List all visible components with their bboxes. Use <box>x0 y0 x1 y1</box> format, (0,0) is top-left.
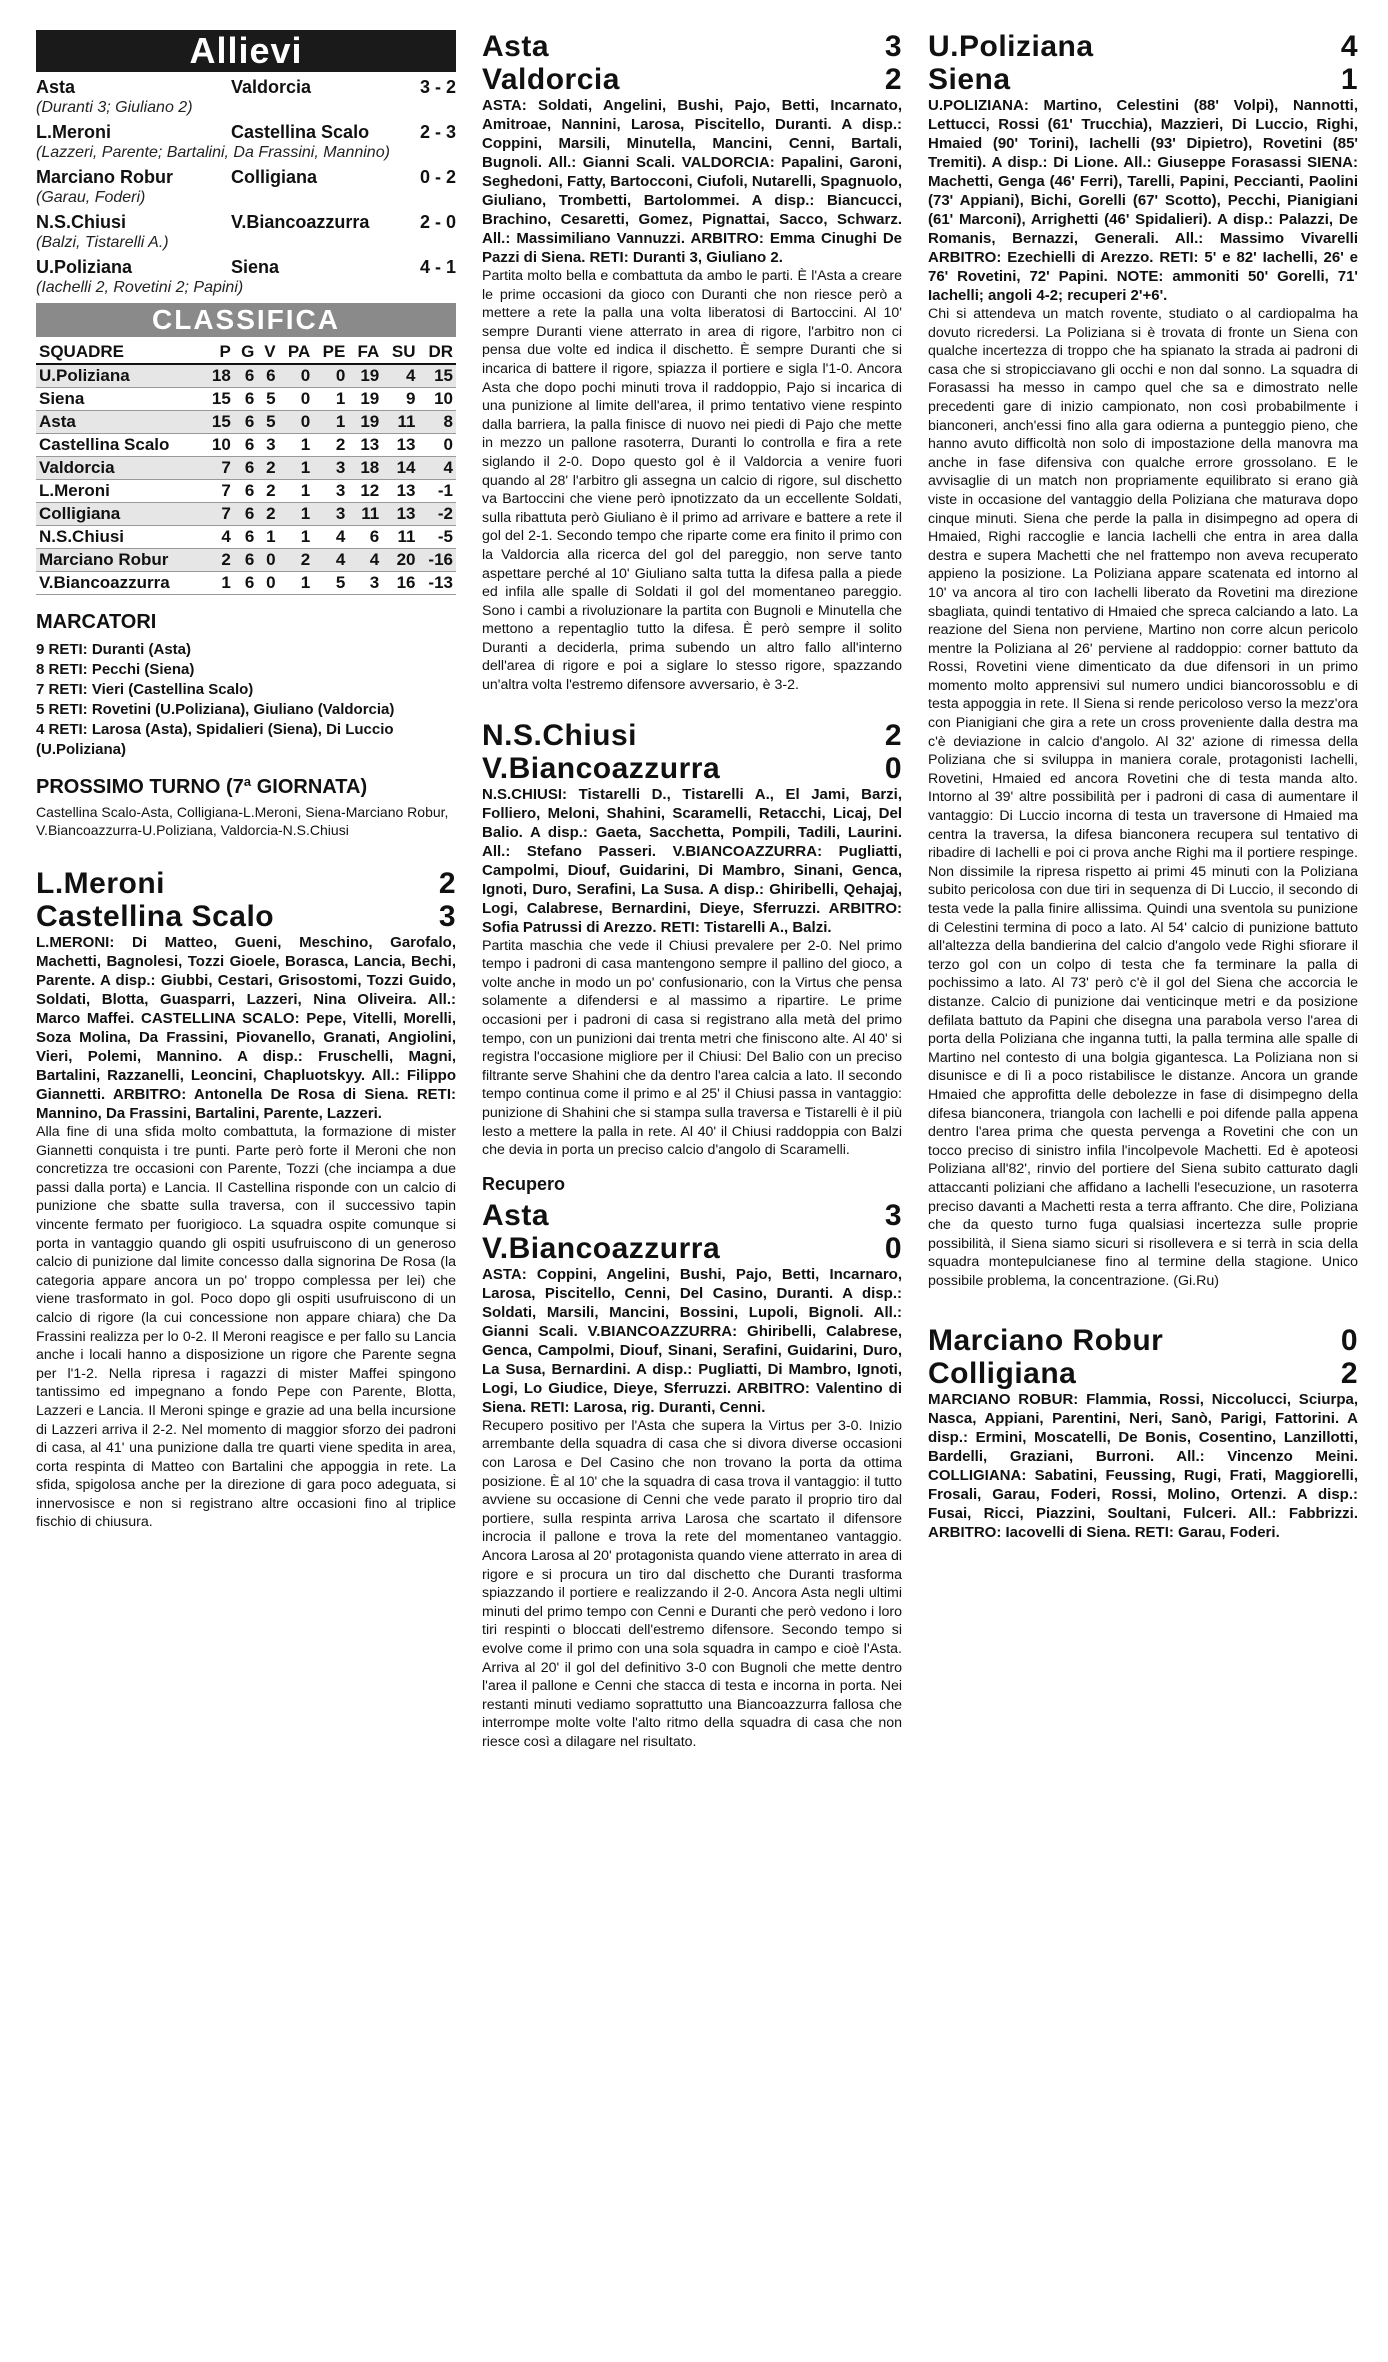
match-report: Chi si attendeva un match rovente, studiato o al cardiopalma ha dovuto ricredersi. La Poliziana si è trovata di fronte un Siena con qualche incertezza di troppo che ha spianato la strada ai padroni di casa che si stropicciavano gli occhi e non dal sonno. La squadra di Forasassi ha messo in campo quel che sa e dimostrato nelle precedenti gare di inizio campionato, non così probabilmente i bianconeri, anch'essi fino alla gara odierna a punteggio pieno, che hanno avuto difficoltà non solo di impostazione della manovra ma anche in fase difensiva con qualche errore grossolano. E le avvisaglie di un match non propriamente equilibrato si erano già viste in occasione del vantaggio della Poliziana che maturava dopo cinque minuti. Siena che perde la palla in disimpegno ad opera di Hmaied, Righi raccoglie e lancia Iachelli che entra in area dalla destra e supera Machetti che nel frattempo non aveva recuperato appieno la posizione. La Poliziana appare scatenata ed intorno al 10' va ancora al tiro con Iachelli liberato da Rovetini ma direzione sbagliata, quindi tentativo di Hmaied che spreca calciando a lato. La reazione del Siena non perviene, Martino non corre alcun pericolo mentre la Poliziana al 26' perviene al raddoppio: corner battuto da Rossi, Rovetini viene dimenticato da due difensori in un primo momento molto apprensivi sul numero undici biancorossoblu e di testa appoggia in rete. Il Siena si rende pericoloso verso la mezz'ora con Pianigiani che gira a rete un cross proveniente dalla destra ma c'è deviazione in calcio d'angolo. Al 32' azione di rimessa della Poliziana che si sviluppa in maniera corale, protagonisti Iachelli, Rovetini, Hmaied ed ancora Rovetini che di testa manda alto. Intorno al 39' altre possibilità per i padroni di casa di aumentare il vantaggio: Di Luccio incorna di testa un traversone di Hmaied ma centra la traversa, la difesa bianconera recupera sul tentativo di ribadire di Iachelli e poi ci prova anche Righi ma il portiere respinge. Non dissimile la ripresa rispetto ai primi 45 minuti con la Poliziana subito pericolosa con due tiri in sequenza di Di Luccio, il secondo di testa vede la palla finire allissima. Quindi una sventola su punizione di Celestini termina di poco a lato. Al 54' calcio di punizione battuto all'altezza della bandierina del calcio d'angolo vede Righi sfiorare il terzo gol con un colpo di testa che fa terminare la palla di pochissimo a lato. Al 73' però c'è il gol del Siena che accorcia le distanze. Calcio di punizione dai venticinque metri e da posizione defilata battuto da Papini che disegna una parabola verso l'area di porta della Poliziana che inganna tutti, la palla termina alle spalle di Martino nel contesto di una bolgia gigantesca. La Poliziana non si disunisce e di lì a poco ristabilisce le distanze. Ancora un grande Hmaied che approfitta delle debolezze in fase di disimpegno della difesa bianconera, triangola con Iachelli e poi difende palla appena dentro l'area prima che questa pervenga a Rovetini che con un tocco preciso di sinistro infila l'incolpevole Machetti. Ed è apoteosi Poliziana all'82', rinvio del portiere del Siena subito catturato dagli attaccanti poliziani che affidano a Iachelli l'esecuzione, un rasoterra preciso davanti a Machetti resta a terra affranto. Che dire, Poliziana che da questo turno fuga qualsiasi incertezza sulle proprie possibilità, il Siena siamo sicuri si risollevera e si terrà in scia della squadra montepulcianese fino al termine della stagione. Unico possibile problema, la concentrazione. (Gi.Ru) <box>928 306 1358 1289</box>
stat-cell: 0 <box>257 572 278 595</box>
match-chiusi <box>482 719 902 1160</box>
match-lineup: U.POLIZIANA: Martino, Celestini (88' Volpi), Nannotti, Lettucci, Rossi (61' Trucchia), Mazzieri, Di Luccio, Righi, Hmaied (90' Torini), Iachelli (93' Dipietro), Rovetini (85' Tremiti). A disp.: Di Lione. All.: Giuseppe Forasassi SIENA: Machetti, Genga (46' Ferri), Tarelli, Papini, Peccianti, Paolini (73' Appiani), Bichi, Gorelli (67' Scotto), Pecchi, Pianigiani (61' Marconi), Arrighetti (46' Spidalieri). A disp.: Palazzi, De Romanis, Bernazzi, Generali. All.: Massimo Vivarelli ARBITRO: Ezechielli di Arezzo. RETI: 5' e 82' Iachelli, 26' e 76' Rovetini, 72' Papini. NOTE: ammoniti 50' Gorelli, 71' Iachelli; angoli 4-2; recuperi 2'+6'. <box>928 97 1358 304</box>
stat-cell: 6 <box>234 480 258 503</box>
stat-cell: 19 <box>348 388 382 411</box>
standings-title: CLASSIFICA <box>36 303 456 337</box>
stat-cell: 15 <box>203 411 233 434</box>
team-name: L.Meroni <box>36 867 165 900</box>
stat-cell: 1 <box>279 503 314 526</box>
stat-cell: 18 <box>348 457 382 480</box>
match-home-row <box>928 30 1358 63</box>
scorer-line: 8 RETI: Pecchi (Siena) <box>36 661 195 678</box>
stat-cell: 0 <box>279 411 314 434</box>
stat-cell: 11 <box>382 411 418 434</box>
team-cell: Asta <box>36 411 203 434</box>
team-score: 0 <box>884 751 902 785</box>
stat-cell: 0 <box>279 388 314 411</box>
result-home: U.Poliziana <box>36 257 133 277</box>
standings-header-cell: V <box>257 341 278 364</box>
stat-cell: 6 <box>234 434 258 457</box>
result-home: L.Meroni <box>36 122 111 142</box>
stat-cell: 0 <box>279 364 314 388</box>
team-name: V.Biancoazzurra <box>482 751 721 785</box>
match-home-row <box>36 867 456 900</box>
stat-cell: 4 <box>419 457 456 480</box>
team-name: U.Poliziana <box>928 30 1094 63</box>
team-cell: Valdorcia <box>36 457 203 480</box>
table-row <box>36 434 456 457</box>
match-lineup: N.S.CHIUSI: Tistarelli D., Tistarelli A., El Jami, Barzi, Folliero, Meloni, Shahini, Scaramelli, Retacchi, Licaj, Del Balio. A disp.: Gaeta, Sacchetta, Pompili, Tadili, Laurini. All.: Stefano Passeri. V.BIANCOAZZURRA: Pugliatti, Campolmi, Diouf, Guidarini, Di Mambro, Sinani, Genca, Ignoti, Duro, Serafini, La Susa. A disp.: Ghiribelli, Qehajaj, Logi, Calabrese, Bernardini, Dieye, Sferruzzi. ARBITRO: Sofia Patrussi di Arezzo. RETI: Tistarelli A., Balzi. <box>482 785 902 936</box>
stat-cell: 1 <box>279 434 314 457</box>
stat-cell: 3 <box>313 480 348 503</box>
column-right <box>928 30 1358 2362</box>
stat-cell: 6 <box>234 503 258 526</box>
team-score: 2 <box>884 63 902 96</box>
stat-cell: 7 <box>203 457 233 480</box>
match-away-row <box>482 63 902 96</box>
scorer-line: 7 RETI: Vieri (Castellina Scalo) <box>36 681 254 698</box>
result-away: V.Biancoazzurra <box>231 212 370 232</box>
standings-header-cell: G <box>234 341 258 364</box>
match-away-row <box>482 752 902 785</box>
result-scorers: (Iachelli 2, Rovetini 2; Papini) <box>36 279 244 296</box>
stat-cell: 13 <box>382 434 418 457</box>
stat-cell: 2 <box>279 549 314 572</box>
match-away-row <box>36 900 456 933</box>
result-away: Valdorcia <box>231 77 312 97</box>
stat-cell: 19 <box>348 411 382 434</box>
team-name: Asta <box>482 1198 550 1232</box>
stat-cell: -1 <box>419 480 456 503</box>
stat-cell: 1 <box>313 388 348 411</box>
stat-cell: 6 <box>348 526 382 549</box>
stat-cell: -5 <box>419 526 456 549</box>
standings-header-cell: FA <box>348 341 382 364</box>
standings-header-cell: PA <box>279 341 314 364</box>
table-row <box>36 411 456 434</box>
stat-cell: 6 <box>234 411 258 434</box>
stat-cell: 15 <box>203 388 233 411</box>
match-poliziana <box>928 30 1358 1290</box>
stat-cell: -2 <box>419 503 456 526</box>
stat-cell: 0 <box>419 434 456 457</box>
stat-cell: 6 <box>234 526 258 549</box>
next-round-title: PROSSIMO TURNO (7ª GIORNATA) <box>36 776 368 798</box>
stat-cell: 4 <box>348 549 382 572</box>
result-score: 4 - 1 <box>419 257 456 277</box>
result-scorers: (Garau, Foderi) <box>36 189 146 206</box>
stat-cell: 11 <box>348 503 382 526</box>
stat-cell: 15 <box>419 364 456 388</box>
stat-cell: 16 <box>382 572 418 595</box>
result-row <box>36 121 456 143</box>
standings-body <box>36 364 456 595</box>
result-scorers: (Lazzeri, Parente; Bartalini, Da Frassini, Mannino) <box>36 144 390 161</box>
standings-header-row <box>36 341 456 364</box>
result-score: 2 - 0 <box>419 212 456 232</box>
team-score: 3 <box>884 1198 902 1232</box>
team-cell: L.Meroni <box>36 480 203 503</box>
scorers-list <box>36 640 456 760</box>
stat-cell: 8 <box>419 411 456 434</box>
result-scorers: (Balzi, Tistarelli A.) <box>36 234 169 251</box>
stat-cell: 1 <box>279 457 314 480</box>
scorer-line: 9 RETI: Duranti (Asta) <box>36 641 192 658</box>
match-away-row <box>928 63 1358 96</box>
match-report: Recupero positivo per l'Asta che supera la Virtus per 3-0. Inizio arrembante della squadra di casa che si divora diverse occasioni con Larosa e Del Casino che non trovano la porta da ottima posizione. È al 10' che la squadra di casa trova il vantaggio: il tutto avviene su occasione di Cenni che vede parato il proprio tiro dal portiere, sulla respinta arriva Larosa che scartato il difensore incrocia il pallone e trova la rete del momentaneo vantaggio. Ancora Larosa al 20' protagonista quando viene atterrato in area di rigore e si procura un tiro dal dischetto che Duranti trasforma spiazzando il portiere e realizzando il 2-0. Ancora Asta negli ultimi minuti del primo tempo con Cenni e Duranti che però vedono i loro tiri respinti o bloccati dell'estremo difensore. Secondo tempo si evolve come il primo con una sola squadra in campo e cioè l'Asta. Arriva al 20' il gol del definitivo 3-0 con Bugnoli che mette dentro l'area il pallone e Cenni che stacca di testa e incorna in porta. Nei restanti minuti vediamo soprattutto una Biancoazzurra fallosa che interrompe molte volte l'alto ritmo della squadra di casa che non riesce così a dilagare nel risultato. <box>482 1417 902 1750</box>
result-away: Colligiana <box>231 167 318 187</box>
scorer-line: 5 RETI: Rovetini (U.Poliziana), Giuliano (Valdorcia) <box>36 701 395 718</box>
team-score: 0 <box>884 1231 902 1265</box>
table-row <box>36 364 456 388</box>
stat-cell: 1 <box>279 526 314 549</box>
result-score: 2 - 3 <box>419 122 456 142</box>
match-meroni <box>36 867 456 1532</box>
stat-cell: 7 <box>203 503 233 526</box>
stat-cell: 4 <box>313 549 348 572</box>
recovery-label: Recupero <box>482 1173 566 1194</box>
stat-cell: 4 <box>313 526 348 549</box>
team-score: 4 <box>1340 30 1358 63</box>
result-score: 0 - 2 <box>419 167 456 187</box>
stat-cell: 6 <box>234 388 258 411</box>
standings-header-cell: SQUADRE <box>36 341 203 364</box>
team-name: Marciano Robur <box>928 1324 1164 1358</box>
stat-cell: 11 <box>382 526 418 549</box>
stat-cell: 14 <box>382 457 418 480</box>
team-cell: N.S.Chiusi <box>36 526 203 549</box>
scorer-line: 4 RETI: Larosa (Asta), Spidalieri (Siena), Di Luccio (U.Poliziana) <box>36 721 394 758</box>
match-lineup: ASTA: Soldati, Angelini, Bushi, Pajo, Betti, Incarnato, Amitroae, Nannini, Larosa, Piscitello, Duranti. A disp.: Coppini, Marsili, Minutella, Mancini, Cenni, Bartali, Bugnoli. All.: Gianni Scali. VALDORCIA: Papalini, Garoni, Seghedoni, Fatty, Bartocconi, Ciufoli, Nutarelli, Spagnuolo, Giuliano, Trombetti, Bartolommei. A disp.: Biancucci, Brachino, Cesaretti, Gomez, Pignattai, Sacco, Schwarz. All.: Massimiliano Vannuzzi. ARBITRO: Emma Cinughi De Pazzi di Siena. RETI: Duranti 3, Giuliano 2. <box>482 97 902 266</box>
standings-table <box>36 341 456 595</box>
team-cell: Marciano Robur <box>36 549 203 572</box>
team-score: 3 <box>884 30 902 63</box>
match-report: Alla fine di una sfida molto combattuta, la formazione di mister Giannetti conquista i tre punti. Parte però forte il Meroni che non concretizza tre occasioni con Parente, Tozzi (che inciampa a due passi dalla porta) e Lancia. Il Castellina risponde con un calcio di punizione che sbatte sulla traversa, con il successivo tapin vincente fermato per fuorigioco. La squadra ospite comunque si porta in vantaggio quando gli ospiti usufruiscono di un generoso calcio di punizione dal limite concesso dalla signorina De Rosa (la categoria appare ancora un po' troppo complessa per lei) che viene trasformato in gol. Poco dopo gli ospiti usufruiscono di un calcio di rigore (la cui concessione non appare chiara) che Da Frassini realizza per lo 0-2. Il Meroni reagisce e per fallo su Lancia anche i locali hanno a disposizione un rigore che Parente segna per l'1-2. Nella ripresa i ragazzi di mister Maffei spingono tantissimo ed impegnano a fondo Pepe con Parente, Blotta, Lazzeri e Lancia. Il Meroni spinge e grazie ad una bella incursione di Lazzeri arriva il 2-2. Nel momento di maggior sforzo dei padroni di casa, al 41' una punizione dalla tre quarti viene spedita in area, corta respinta di Matteo con Bartalini che appoggia in rete. La sfida, spigolosa anche per la direzione di gara poco adeguata, si innervosisce e non si registrano altre occasioni fino al triplice fischio di chiusura. <box>36 1124 456 1531</box>
match-home-row <box>482 30 902 63</box>
stat-cell: 3 <box>313 457 348 480</box>
column-left <box>36 30 456 2362</box>
stat-cell: 6 <box>234 549 258 572</box>
match-away-row <box>482 1232 902 1265</box>
team-cell: Colligiana <box>36 503 203 526</box>
team-cell: U.Poliziana <box>36 364 203 388</box>
result-home: N.S.Chiusi <box>36 212 127 232</box>
stat-cell: 10 <box>203 434 233 457</box>
stat-cell: 0 <box>257 549 278 572</box>
standings-header-cell: DR <box>419 341 456 364</box>
table-row <box>36 457 456 480</box>
table-row <box>36 503 456 526</box>
stat-cell: 1 <box>279 480 314 503</box>
stat-cell: 2 <box>257 480 278 503</box>
team-score: 2 <box>884 718 902 752</box>
team-cell: V.Biancoazzurra <box>36 572 203 595</box>
standings-header-cell: SU <box>382 341 418 364</box>
team-cell: Siena <box>36 388 203 411</box>
stat-cell: 2 <box>257 457 278 480</box>
result-away: Siena <box>231 257 280 277</box>
team-score: 1 <box>1340 63 1358 96</box>
match-home-row <box>482 1199 902 1232</box>
table-row <box>36 549 456 572</box>
next-round-text: Castellina Scalo-Asta, Colligiana-L.Meroni, Siena-Marciano Robur, V.Biancoazzurra-U.Poliziana, Valdorcia-N.S.Chiusi <box>36 804 449 838</box>
team-cell: Castellina Scalo <box>36 434 203 457</box>
stat-cell: 12 <box>348 480 382 503</box>
stat-cell: 6 <box>234 457 258 480</box>
table-row <box>36 526 456 549</box>
stat-cell: 0 <box>313 364 348 388</box>
stat-cell: 6 <box>234 572 258 595</box>
stat-cell: 1 <box>279 572 314 595</box>
team-score: 2 <box>1340 1357 1358 1391</box>
results-list <box>36 72 456 297</box>
stat-cell: 2 <box>313 434 348 457</box>
team-name: Asta <box>482 30 550 63</box>
match-lineup: L.MERONI: Di Matteo, Gueni, Meschino, Garofalo, Machetti, Bagnolesi, Tozzi Gioele, Borasca, Lancia, Bechi, Parente. A disp.: Giubbi, Cestari, Grisostomi, Tozzi Guido, Soldati, Blotta, Guasparri, Lazzeri, Nina Oliveira. All.: Marco Maffei. CASTELLINA SCALO: Pepe, Vitelli, Morelli, Soza Molina, Da Frassini, Piovanello, Granati, Angiolini, Vieri, Polemi, Mannino. A disp.: Fruschelli, Magni, Bartalini, Razzanelli, Leoncini, Chapluotskyy. All.: Filippo Giannetti. ARBITRO: Antonella De Rosa di Siena. RETI: Mannino, Da Frassini, Bartalini, Parente, Lazzeri. <box>36 934 456 1122</box>
stat-cell: 4 <box>203 526 233 549</box>
team-name: Valdorcia <box>482 63 620 96</box>
result-home: Marciano Robur <box>36 167 174 187</box>
stat-cell: 13 <box>382 480 418 503</box>
stat-cell: 2 <box>257 503 278 526</box>
stat-cell: 7 <box>203 480 233 503</box>
stat-cell: -16 <box>419 549 456 572</box>
match-lineup: ASTA: Coppini, Angelini, Bushi, Pajo, Betti, Incarnaro, Larosa, Piscitello, Cenni, Del Casino, Duranti. A disp.: Soldati, Marsili, Mancini, Bossini, Lupoli, Bignoli. All.: Gianni Scali. V.BIANCOAZZURRA: Ghiribelli, Calabrese, Genca, Campolmi, Diouf, Sinani, Serafini, Guidarini, Duro, La Susa, Bernardini. A disp.: Pugliatti, Di Mambro, Ignoti, Logi, Lo Giudice, Dieye, Sferruzzi. ARBITRO: Valentino di Siena. RETI: Larosa, rig. Duranti, Cenni. <box>482 1265 902 1416</box>
stat-cell: 13 <box>348 434 382 457</box>
team-name: Colligiana <box>928 1357 1077 1391</box>
stat-cell: 10 <box>419 388 456 411</box>
scorers-title: MARCATORI <box>36 611 157 633</box>
stat-cell: 4 <box>382 364 418 388</box>
result-row <box>36 76 456 98</box>
stat-cell: 1 <box>257 526 278 549</box>
stat-cell: 5 <box>257 411 278 434</box>
stat-cell: 3 <box>257 434 278 457</box>
match-report: Partita molto bella e combattuta da ambo le parti. È l'Asta a creare le prime occasioni da gioco con Duranti che non riesce però a mettere a rete la palla una volta liberatosi di Bartoccini. Al 10' sempre Duranti viene atterrato in area di rigore, l'arbitro non ci pensa due volte ed indica il dischetto. È sempre Duranti che si incarica di battere il rigore, spiazza il portiere e sigla l'1-0. Ancora Asta che dopo pochi minuti trova il raddoppio, Pajo si incarica di una punizione al limite dell'area, il primo tentativo viene respinto dalla barriera, la palla finisce di nuovo nei piedi di Pajo che mette in mezzo un pallone rasoterra, Duranti lo controlla e fira a rete siglando il 2-0. Dopo questo gol è il Valdorcia a venire fuori quando al 28' l'arbitro gli assegna un calcio di rigore, sul dischetto va Bartoccini che viene però ipnotizzato da un eccellente Soldati, sulla ribattuta però Giuliano è il primo ad arrivare e battere a rete il gol del 2-1. Secondo tempo che riparte come era finito il primo con la Valdorcia alla ricerca del gol del pareggio, non serve tanto aspettare perché al 10' Giuliano salta tutta la difesa palla a piede ed infila alle spalle di Soldati il gol del momentaneo pareggio. Sono i cambi a rivoluzionare la partita con Bugnoli e Minutella che mettono a repentaglio tutto la difesa. È però sempre il solito Duranti a deciderla, prima subendo un altro fallo all'interno dell'area di rigore e poi a siglare lo stesso rigore, spazzando un'altra volta l'estremo difensore avversario, è 3-2. <box>482 268 902 694</box>
team-name: Castellina Scalo <box>36 900 275 933</box>
stat-cell: 3 <box>348 572 382 595</box>
stat-cell: -13 <box>419 572 456 595</box>
stat-cell: 5 <box>257 388 278 411</box>
match-report: Partita maschia che vede il Chiusi prevalere per 2-0. Nel primo tempo i padroni di casa mantengono sempre il pallino del gioco, a volte anche in modo un po' confusionario, con la Virtus che pensa solamente a difendersi e al massimo a ripartire. Le prime occasioni per i padroni di casa si registrano alla metà del primo tempo, con un punizioni dai trenta metri che finiscono alte. Al 40' si registra l'occasione migliore per il Chiusi: Del Balio con un preciso filtrante serve Shahini che da dentro l'area calcia a lato. Il secondo tempo continua come il primo e al 25' il Chiusi passa in vantaggio: punizione di Shahini che si stampa sulla traversa e Tistarelli è il più lesto a mettere la palla in rete. Al 40' il Chiusi raddoppia con Balzi che devia in porta un preciso calcio d'angolo di Scaramelli. <box>482 937 902 1159</box>
column-center <box>482 30 902 2362</box>
match-asta-valdorcia <box>482 30 902 695</box>
stat-cell: 13 <box>382 503 418 526</box>
stat-cell: 20 <box>382 549 418 572</box>
team-name: Siena <box>928 63 1011 96</box>
team-name: N.S.Chiusi <box>482 718 638 752</box>
result-row <box>36 166 456 188</box>
match-recupero <box>482 1199 902 1752</box>
result-home: Asta <box>36 77 76 97</box>
result-scorers: (Duranti 3; Giuliano 2) <box>36 99 193 116</box>
stat-cell: 6 <box>234 364 258 388</box>
match-away-row <box>928 1357 1358 1390</box>
stat-cell: 6 <box>257 364 278 388</box>
stat-cell: 9 <box>382 388 418 411</box>
result-score: 3 - 2 <box>419 77 456 97</box>
table-row <box>36 572 456 595</box>
stat-cell: 3 <box>313 503 348 526</box>
stat-cell: 1 <box>203 572 233 595</box>
team-name: V.Biancoazzurra <box>482 1231 721 1265</box>
table-row <box>36 480 456 503</box>
match-home-row <box>482 719 902 752</box>
stat-cell: 19 <box>348 364 382 388</box>
result-away: Castellina Scalo <box>231 122 370 142</box>
team-score: 0 <box>1340 1324 1358 1358</box>
team-score: 3 <box>438 900 456 933</box>
match-lineup: MARCIANO ROBUR: Flammia, Rossi, Niccolucci, Sciurpa, Nasca, Appiani, Parentini, Neri, Sanò, Parigi, Fattorini. A disp.: Ermini, Moscatelli, De Bonis, Cosentino, Lanzillotti, Bardelli, Graziani, Burroni. All.: Vincenzo Meini. COLLIGIANA: Sabatini, Feussing, Rugi, Frati, Maggiorelli, Frosali, Garau, Foderi, Rossi, Molino, Ortenzi. A disp.: Fusai, Ricci, Piazzini, Soultani, Fulceri. All.: Fabbrizzi. ARBITRO: Iacovelli di Siena. RETI: Garau, Foderi. <box>928 1391 1358 1542</box>
match-home-row <box>928 1324 1358 1357</box>
result-row <box>36 256 456 278</box>
section-title: Allievi <box>36 30 456 72</box>
standings-header-cell: P <box>203 341 233 364</box>
match-marciano <box>928 1324 1358 1542</box>
standings-header-cell: PE <box>313 341 348 364</box>
stat-cell: 18 <box>203 364 233 388</box>
stat-cell: 1 <box>313 411 348 434</box>
team-score: 2 <box>438 867 456 900</box>
result-row <box>36 211 456 233</box>
table-row <box>36 388 456 411</box>
stat-cell: 2 <box>203 549 233 572</box>
stat-cell: 5 <box>313 572 348 595</box>
